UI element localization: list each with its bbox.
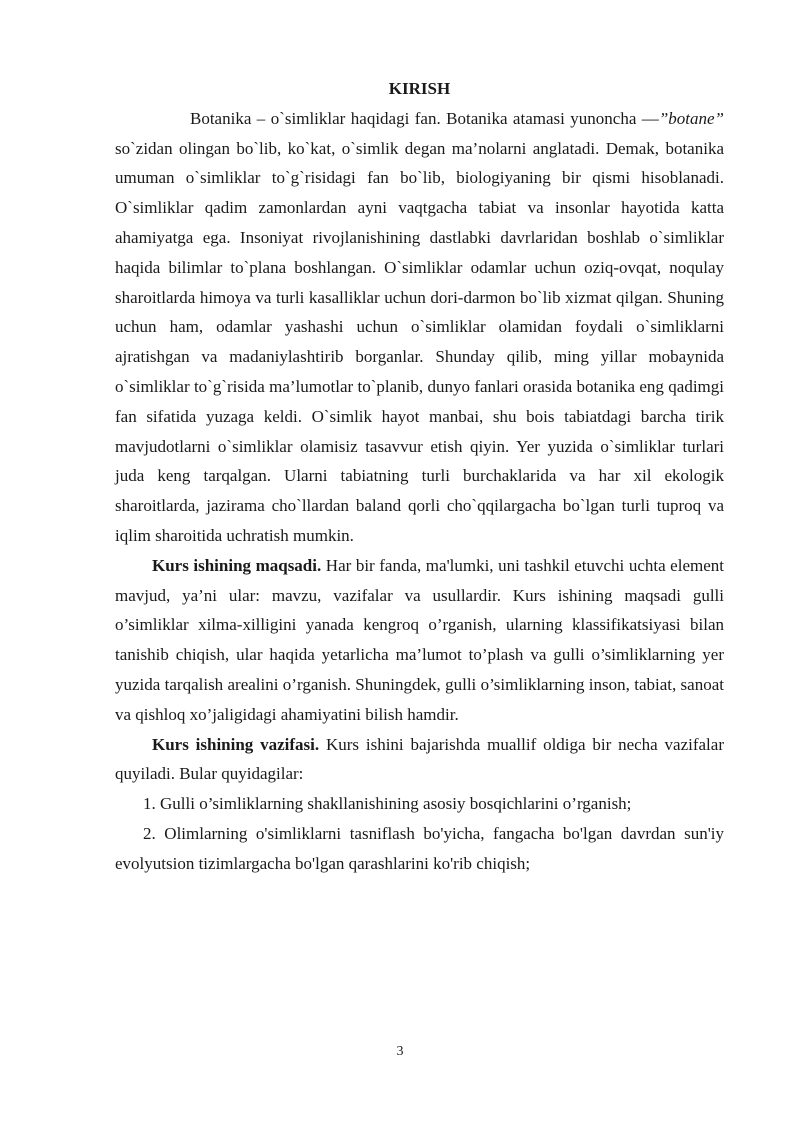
- tasks-paragraph: [115, 730, 724, 790]
- page-content: [115, 74, 724, 879]
- tasks-label: Kurs ishining vazifasi.: [152, 734, 320, 754]
- goal-paragraph: [115, 551, 724, 730]
- section-heading: KIRISH: [388, 79, 451, 98]
- list-item: 1. Gulli o’simliklarning shakllanishining asosiy bosqichlarini o’rganish;: [143, 794, 632, 814]
- list-item: 2. Olimlarning o'simliklarni tasniflash bo'yicha, fangacha bo'lgan davrdan sun'iy evolyutsion tizimlargacha bo'lgan qarashlarini ko'rib chiqish;: [115, 823, 724, 873]
- intro-rest: so`zidan olingan bo`lib, ko`kat, o`simlik degan ma’nolarni anglatadi. Demak, botanika umuman o`simliklar to`g`risidagi fan bo`lib, biologiyaning bir qismi hisoblanadi. O`simliklar qadim zamonlardan ayni vaqtgacha tabiat va insonlar hayotida katta ahamiyatga ega. Insoniyat rivojlanishining dastlabki davrlaridan boshlab o`simliklar haqida bilimlar to`plana boshlangan. O`simliklar odamlar uchun oziq-ovqat, noqulay sharoitlarda himoya va turli kasalliklar uchun dori-darmon bo`lib xizmat qilgan. Shuning uchun ham, odamlar yashashi uchun o`simliklar olamidan foydali o`simliklarni ajratishgan va madaniylashtirib borganlar. Shunday qilib, ming yillar mobaynida o`simliklar to`g`risida ma’lumotlar to`planib, dunyo fanlari orasida botanika eng qadimgi fan sifatida yuzaga keldi. O`simlik hayot manbai, shu bois tabiatdagi barcha tirik mavjudotlarni o`simliklar olamisiz tasavvur etish qiyin. Yer yuzida o`simliklar turlari juda keng tarqalgan. Ularni tabiatning turli burchaklarida va har xil ekologik sharoitlarda, jazirama cho`llardan baland qorli cho`qqilargacha bo`lgan turli tuproq va iqlim sharoitida uchratish mumkin.: [115, 138, 724, 545]
- tasks-text: Kurs ishini bajarishda muallif oldiga bir necha vazifalar quyiladi. Bular quyidagilar:: [115, 734, 724, 784]
- intro-term: ”botane”: [658, 108, 724, 128]
- intro-paragraph: [115, 104, 724, 551]
- goal-text: Har bir fanda, ma'lumki, uni tashkil etuvchi uchta element mavjud, ya’ni ular: mavzu, vazifalar va usullardir. Kurs ishining maqsadi gulli o’simliklar xilma-xilligini yanada kengroq o’rganish, ularning klassifikatsiyasi bilan tanishib chiqish, ular haqida yetarlicha ma’lumot to’plash va gulli o’simliklarning yer yuzida tarqalish arealini o’rganish. Shuningdek, gulli o’simliklarning inson, tabiat, sanoat va qishloq xo’jaligidagi ahamiyatini bilish hamdir.: [115, 555, 724, 724]
- page-number: 3: [396, 1044, 404, 1059]
- intro-lead: Botanika – o`simliklar haqidagi fan. Botanika atamasi yunoncha —: [190, 108, 659, 128]
- goal-label: Kurs ishining maqsadi.: [152, 555, 322, 575]
